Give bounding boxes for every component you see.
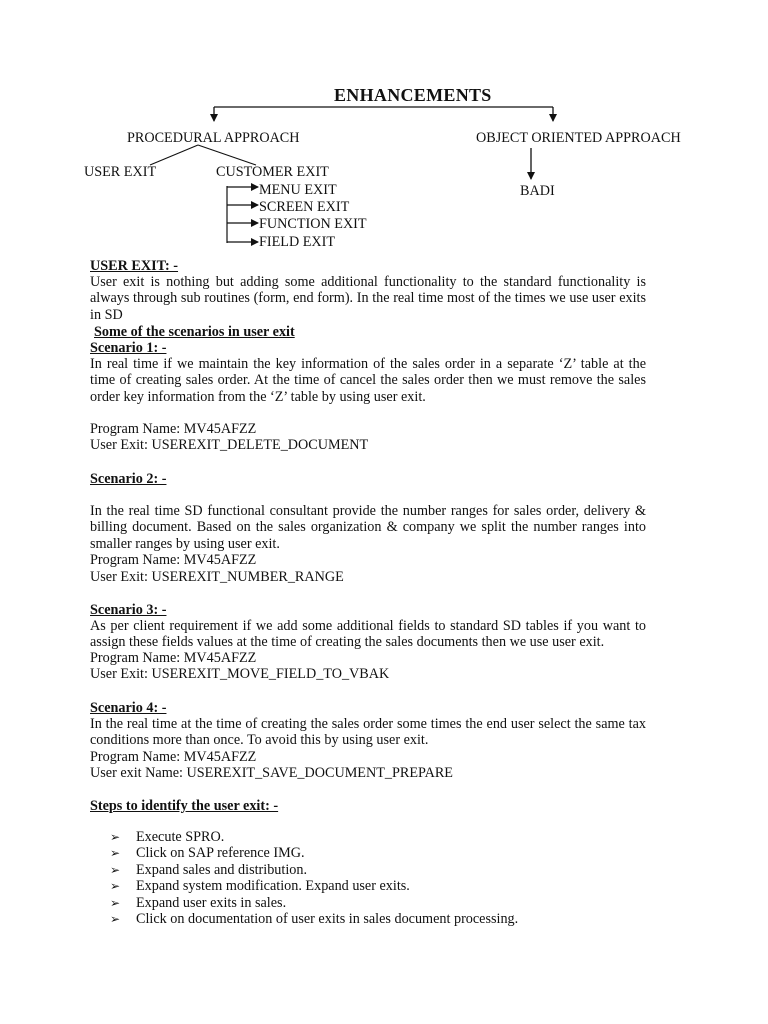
diagram-node-screen-exit: SCREEN EXIT bbox=[259, 199, 350, 215]
steps-heading: Steps to identify the user exit: - bbox=[90, 798, 279, 814]
diagram-line-user-exit bbox=[150, 145, 198, 165]
arrow-bullet-icon: ➢ bbox=[110, 912, 121, 927]
list-item bbox=[110, 895, 518, 911]
scenario-4-exit: User exit Name: USEREXIT_SAVE_DOCUMENT_PREPARE bbox=[90, 765, 453, 781]
scenario-4-text: In the real time at the time of creating the sales order some times the end user select the same tax conditions more than once. To avoid this by using user exit. bbox=[90, 716, 646, 749]
list-item bbox=[110, 845, 518, 861]
arrow-bullet-icon: ➢ bbox=[110, 879, 121, 894]
diagram-node-badi: BADI bbox=[520, 183, 555, 199]
step-text: Expand system modification. Expand user exits. bbox=[136, 878, 410, 895]
scenario-2-exit: User Exit: USEREXIT_NUMBER_RANGE bbox=[90, 569, 344, 585]
list-item bbox=[110, 829, 518, 845]
scenario-2-heading: Scenario 2: - bbox=[90, 471, 167, 487]
step-text: Execute SPRO. bbox=[136, 829, 225, 845]
scenarios-heading: Some of the scenarios in user exit bbox=[94, 324, 295, 340]
scenario-1-exit: User Exit: USEREXIT_DELETE_DOCUMENT bbox=[90, 437, 369, 453]
diagram-node-function-exit: FUNCTION EXIT bbox=[259, 216, 367, 232]
scenario-2-program: Program Name: MV45AFZZ bbox=[90, 552, 257, 568]
diagram-line-customer-exit bbox=[198, 145, 256, 165]
scenario-2-text: In the real time SD functional consultant provide the number ranges for sales order, delivery & billing document. Based on the sales organization & company we split the number ranges into smaller ranges by using user exit. bbox=[90, 503, 646, 552]
step-text: Expand user exits in sales. bbox=[136, 894, 287, 911]
scenario-3-program: Program Name: MV45AFZZ bbox=[90, 650, 257, 666]
scenario-3-heading: Scenario 3: - bbox=[90, 602, 167, 618]
list-item bbox=[110, 862, 518, 878]
scenario-1-program: Program Name: MV45AFZZ bbox=[90, 421, 257, 437]
scenario-3-exit: User Exit: USEREXIT_MOVE_FIELD_TO_VBAK bbox=[90, 666, 390, 682]
scenario-4-heading: Scenario 4: - bbox=[90, 700, 167, 716]
scenario-4-program: Program Name: MV45AFZZ bbox=[90, 749, 257, 765]
scenario-1-text: In real time if we maintain the key information of the sales order in a separate ‘Z’ table at the time of creating sales order. At the time of cancel the sales order then we must remove the sales order key information from the ‘Z’ table by using user exit. bbox=[90, 356, 646, 405]
user-exit-description: User exit is nothing but adding some additional functionality to the standard functionality is always through sub routines (form, end form). In the real time most of the times we use user exits in SD bbox=[90, 274, 646, 323]
diagram-node-customer-exit: CUSTOMER EXIT bbox=[216, 164, 329, 180]
diagram-node-object-oriented: OBJECT ORIENTED APPROACH bbox=[476, 130, 681, 146]
diagram-node-menu-exit: MENU EXIT bbox=[259, 182, 337, 198]
scenario-1-heading: Scenario 1: - bbox=[90, 340, 167, 356]
arrow-bullet-icon: ➢ bbox=[110, 862, 121, 877]
step-text: Click on documentation of user exits in sales document processing. bbox=[136, 911, 519, 928]
steps-list bbox=[110, 829, 518, 927]
diagram-node-procedural: PROCEDURAL APPROACH bbox=[127, 130, 300, 146]
arrow-bullet-icon: ➢ bbox=[110, 830, 121, 844]
arrow-bullet-icon: ➢ bbox=[110, 846, 121, 861]
list-item bbox=[110, 911, 518, 927]
arrow-bullet-icon: ➢ bbox=[110, 895, 121, 910]
step-text: Expand sales and distribution. bbox=[136, 861, 308, 878]
diagram-title: ENHANCEMENTS bbox=[334, 85, 492, 105]
user-exit-heading: USER EXIT: - bbox=[90, 258, 179, 274]
step-text: Click on SAP reference IMG. bbox=[136, 845, 305, 862]
diagram-node-field-exit: FIELD EXIT bbox=[259, 234, 336, 250]
list-item bbox=[110, 878, 518, 894]
diagram-node-user-exit: USER EXIT bbox=[84, 164, 157, 180]
scenario-3-text: As per client requirement if we add some additional fields to standard SD tables if you want to assign these fields values at the time of creating the sales documents then we use user exit. bbox=[90, 618, 646, 651]
